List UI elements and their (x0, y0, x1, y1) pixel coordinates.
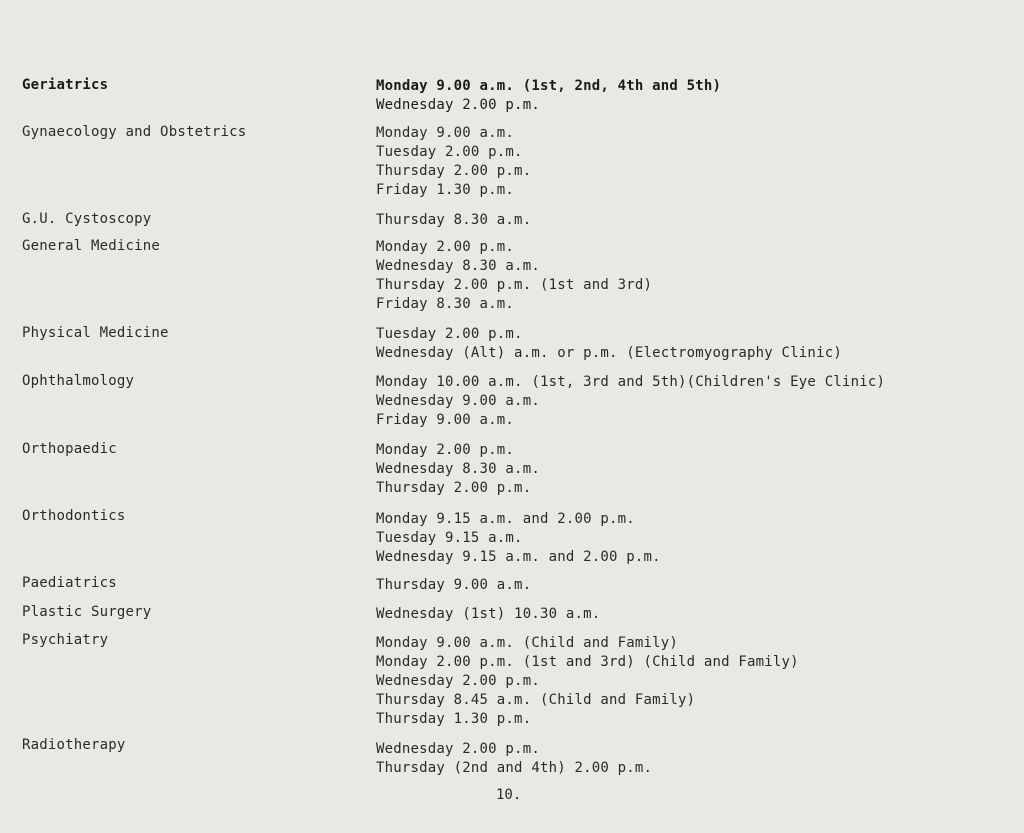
clinic-time: Wednesday 2.00 p.m. (376, 97, 540, 113)
clinic-time: Thursday 2.00 p.m. (376, 163, 532, 179)
clinic-times (376, 634, 799, 729)
clinic-time: Wednesday 2.00 p.m. (376, 741, 540, 757)
clinic-times (376, 373, 885, 430)
clinic-times (376, 124, 531, 200)
clinic-times (376, 325, 842, 363)
clinic-time: Wednesday (1st) 10.30 a.m. (376, 606, 601, 622)
department-label: G.U. Cystoscopy (22, 211, 152, 227)
clinic-time: Thursday 2.00 p.m. (1st and 3rd) (376, 277, 653, 293)
department-label: Ophthalmology (22, 373, 135, 389)
department-label: Radiotherapy (22, 737, 126, 753)
clinic-times (376, 605, 600, 624)
clinic-time: Friday 9.00 a.m. (376, 412, 515, 428)
clinic-times (376, 211, 531, 230)
department-label: Geriatrics (22, 77, 109, 93)
department-label: Orthodontics (22, 508, 126, 524)
clinic-time: Wednesday (Alt) a.m. or p.m. (Electromyography Clinic) (376, 345, 842, 361)
clinic-time: Tuesday 9.15 a.m. (376, 530, 523, 546)
clinic-time: Monday 9.00 a.m. (Child and Family) (376, 635, 679, 651)
clinic-time: Tuesday 2.00 p.m. (376, 326, 523, 342)
clinic-time: Wednesday 9.15 a.m. and 2.00 p.m. (376, 549, 661, 565)
clinic-time: Thursday 9.00 a.m. (376, 577, 532, 593)
department-label: General Medicine (22, 238, 161, 254)
department-label: Psychiatry (22, 632, 109, 648)
clinic-times (376, 238, 652, 314)
clinic-time: Monday 9.00 a.m. (376, 125, 515, 141)
clinic-time: Friday 8.30 a.m. (376, 296, 515, 312)
department-label: Gynaecology and Obstetrics (22, 124, 247, 140)
clinic-time: Wednesday 9.00 a.m. (376, 393, 540, 409)
department-label: Paediatrics (22, 575, 117, 591)
page-number: 10. (496, 787, 522, 803)
clinic-time: Thursday 1.30 p.m. (376, 711, 532, 727)
clinic-time: Monday 10.00 a.m. (1st, 3rd and 5th)(Children's Eye Clinic) (376, 374, 886, 390)
clinic-times (376, 441, 540, 498)
clinic-times (376, 77, 721, 115)
department-label: Plastic Surgery (22, 604, 152, 620)
clinic-time: Thursday (2nd and 4th) 2.00 p.m. (376, 760, 653, 776)
clinic-times (376, 576, 531, 595)
clinic-time: Tuesday 2.00 p.m. (376, 144, 523, 160)
clinic-time: Monday 2.00 p.m. (376, 239, 515, 255)
clinic-time: Wednesday 8.30 a.m. (376, 258, 540, 274)
clinic-time: Monday 2.00 p.m. (1st and 3rd) (Child and Family) (376, 654, 799, 670)
clinic-time: Monday 9.15 a.m. and 2.00 p.m. (376, 511, 635, 527)
clinic-times (376, 740, 652, 778)
clinic-time: Thursday 2.00 p.m. (376, 480, 532, 496)
clinic-time: Monday 9.00 a.m. (1st, 2nd, 4th and 5th) (376, 78, 722, 94)
clinic-time: Wednesday 8.30 a.m. (376, 461, 540, 477)
clinic-time: Thursday 8.45 a.m. (Child and Family) (376, 692, 696, 708)
department-label: Orthopaedic (22, 441, 117, 457)
department-label: Physical Medicine (22, 325, 169, 341)
clinic-time: Wednesday 2.00 p.m. (376, 673, 540, 689)
clinic-time: Monday 2.00 p.m. (376, 442, 515, 458)
clinic-times (376, 510, 661, 567)
clinic-time: Thursday 8.30 a.m. (376, 212, 532, 228)
clinic-time: Friday 1.30 p.m. (376, 182, 515, 198)
